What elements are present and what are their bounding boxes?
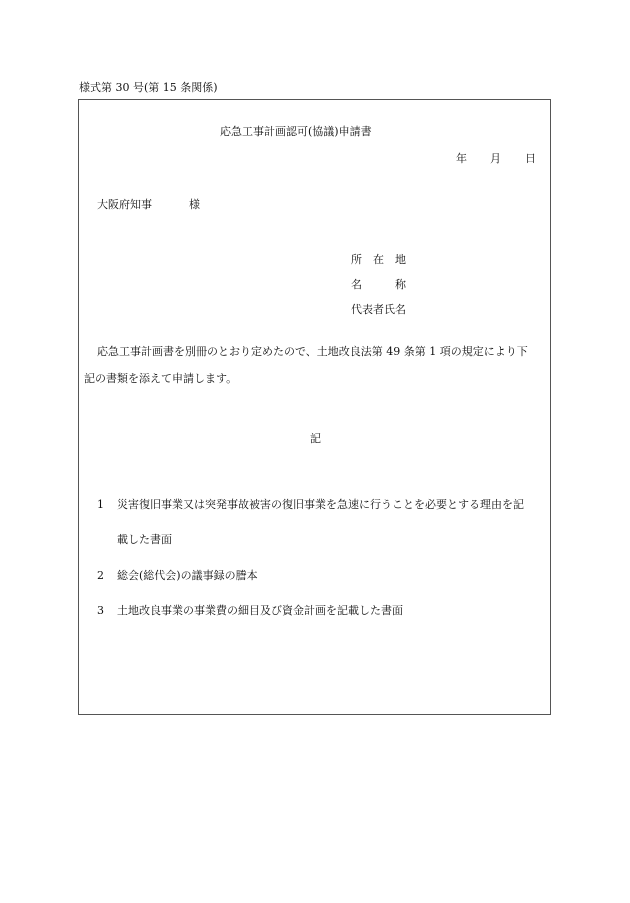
item-number: 1 — [97, 498, 104, 511]
addressee-honorific: 様 — [189, 198, 200, 211]
item-text: 災害復旧事業又は突発事故被害の復旧事業を急速に行うことを必要とする理由を記 — [117, 498, 524, 511]
applicant-representative-label: 代表者氏名 — [351, 303, 406, 316]
item-number: 3 — [97, 604, 104, 617]
date-day: 日 — [525, 152, 536, 165]
form-number: 様式第 30 号(第 15 条関係) — [79, 81, 218, 94]
item-text-continuation: 載した書面 — [117, 533, 172, 546]
applicant-name-label: 名 称 — [351, 278, 406, 291]
item-number: 2 — [97, 569, 104, 582]
body-text-line1: 応急工事計画書を別冊のとおり定めたので、土地改良法第 49 条第 1 項の規定により下 — [97, 345, 528, 358]
ki-heading: 記 — [310, 432, 321, 445]
date-year: 年 — [456, 152, 467, 165]
applicant-address-label: 所 在 地 — [351, 253, 406, 266]
form-frame — [78, 99, 551, 715]
item-text: 総会(総代会)の議事録の謄本 — [117, 569, 258, 582]
body-text-line2: 記の書類を添えて申請します。 — [84, 372, 238, 385]
addressee-name: 大阪府知事 — [97, 198, 152, 211]
form-title: 応急工事計画認可(協議)申請書 — [220, 125, 372, 138]
date-month: 月 — [490, 152, 501, 165]
item-text: 土地改良事業の事業費の細目及び資金計画を記載した書面 — [117, 604, 403, 617]
